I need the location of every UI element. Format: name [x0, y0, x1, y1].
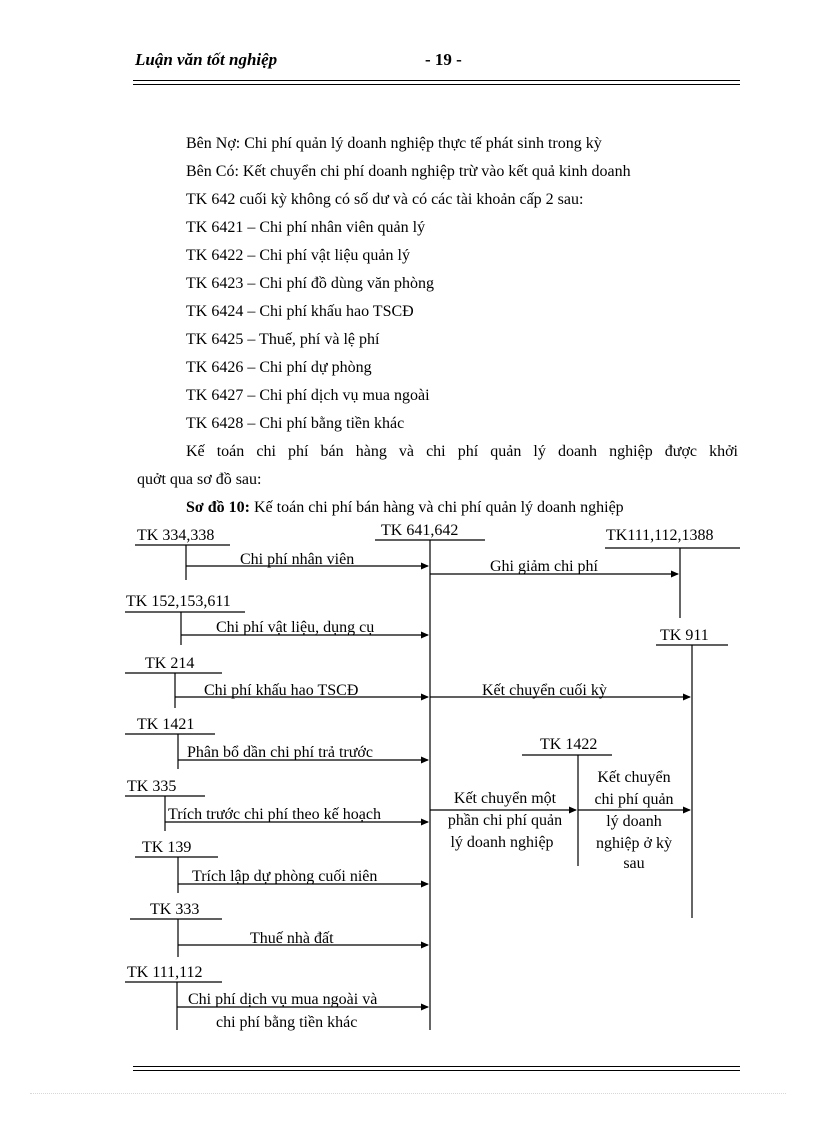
label-trich-truoc: Trích trước chi phí theo kế hoạch [168, 806, 381, 823]
caption-label: Sơ đồ 10: [186, 499, 250, 516]
label-kc-ky-sau-2: chi phí quản [594, 791, 674, 808]
text-line-tk6424: TK 6424 – Chi phí khấu hao TSCĐ [186, 303, 414, 320]
tk214-label: TK 214 [145, 655, 195, 672]
tk333-label: TK 333 [150, 901, 200, 918]
footer-rule-bottom [133, 1070, 740, 1071]
tk1421-label: TK 1421 [137, 716, 195, 733]
label-ghi-giam: Ghi giảm chi phí [490, 558, 598, 575]
text-line-tk6421: TK 6421 – Chi phí nhân viên quản lý [186, 219, 426, 236]
label-kc-mot-phan-1: Kết chuyển một [453, 790, 557, 807]
text-line-tk6426: TK 6426 – Chi phí dự phòng [186, 359, 372, 376]
label-phan-bo: Phân bổ dần chi phí trả trước [187, 744, 373, 761]
page-bottom-dotted-line [30, 1093, 786, 1094]
label-khau-hao: Chi phí khấu hao TSCĐ [204, 682, 359, 699]
header-title: Luận văn tốt nghiệp [135, 50, 278, 69]
label-dich-vu-1: Chi phí dịch vụ mua ngoài và [188, 991, 378, 1008]
label-kc-mot-phan-2: phần chi phí quản [447, 812, 563, 829]
tk111b-label: TK 111,112 [127, 964, 203, 981]
tk911-label: TK 911 [660, 627, 709, 644]
label-kc-mot-phan-3: lý doanh nghiệp [450, 834, 554, 851]
page-number: - 19 - [425, 50, 462, 69]
text-line-tk6428: TK 6428 – Chi phí bằng tiền khác [186, 415, 405, 432]
tk641-label: TK 641,642 [381, 522, 459, 539]
label-kc-ky-sau-4: nghiệp ở kỳ [595, 835, 673, 852]
caption-text: Kế toán chi phí bán hàng và chi phí quản lý doanh nghiệp [249, 499, 624, 516]
footer-rule-top [133, 1066, 740, 1067]
label-dich-vu-2: chi phí bằng tiền khác [216, 1014, 358, 1031]
tk111a-label: TK111,112,1388 [606, 527, 714, 544]
label-kc-ky-sau-1: Kết chuyển [597, 769, 671, 786]
label-du-phong: Trích lập dự phòng cuối niên [192, 868, 378, 885]
label-kc-ky-sau-5: sau [623, 855, 645, 872]
tk152-label: TK 152,153,611 [126, 593, 231, 610]
text-line-tk6422: TK 6422 – Chi phí vật liệu quản lý [186, 247, 410, 264]
tk1422-label: TK 1422 [540, 736, 598, 753]
tk335-label: TK 335 [127, 778, 177, 795]
text-line-tk6423: TK 6423 – Chi phí đồ dùng văn phòng [186, 275, 434, 292]
text-line-tk6427: TK 6427 – Chi phí dịch vụ mua ngoài [186, 387, 430, 404]
tk334-label: TK 334,338 [137, 527, 215, 544]
text-line-ben-no: Bên Nợ: Chi phí quản lý doanh nghiệp thực tế phát sinh trong kỳ [186, 135, 602, 152]
text-line-tk6425: TK 6425 – Thuế, phí và lệ phí [186, 331, 380, 348]
label-ket-chuyen-cuoi-ky: Kết chuyển cuối kỳ [482, 682, 607, 699]
label-thue-nha-dat: Thuế nhà đất [250, 930, 334, 947]
label-kc-ky-sau-3: lý doanh [606, 813, 662, 830]
text-line-tk642: TK 642 cuối kỳ không có số dư và có các tài khoản cấp 2 sau: [186, 191, 584, 208]
label-nhan-vien: Chi phí nhân viên [240, 551, 355, 568]
text-line-ben-co: Bên Có: Kết chuyển chi phí doanh nghiệp trừ vào kết quả kinh doanh [186, 163, 631, 180]
tk139-label: TK 139 [142, 839, 192, 856]
paragraph-line-1: Kế toán chi phí bán hàng và chi phí quản lý doanh nghiệp được khởi [186, 443, 738, 460]
label-vat-lieu: Chi phí vật liệu, dụng cụ [216, 619, 375, 636]
paragraph-line-2: quởt qua sơ đồ sau: [137, 471, 262, 488]
